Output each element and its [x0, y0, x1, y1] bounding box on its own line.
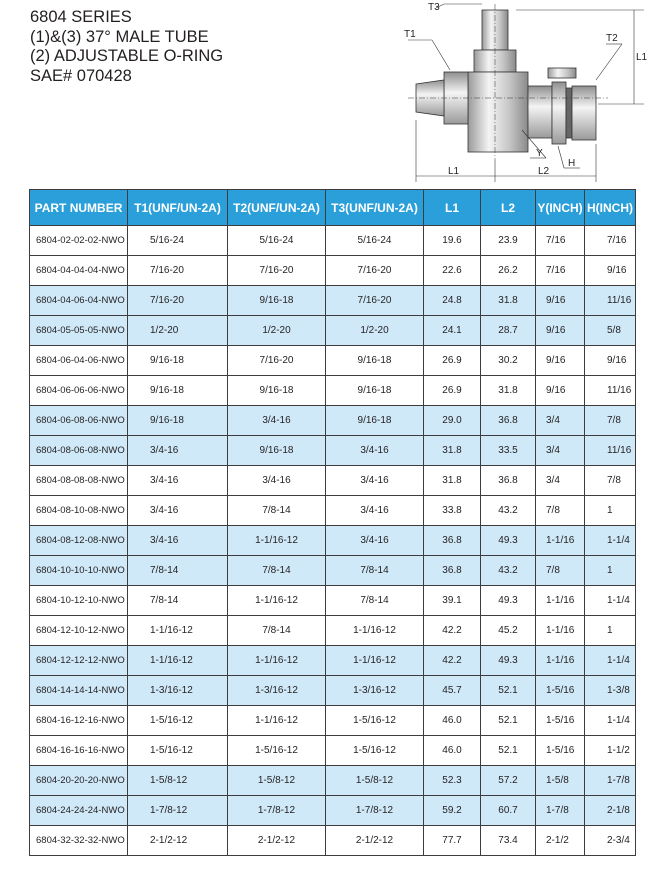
table-cell: 1 — [585, 496, 636, 526]
table-cell: 1-5/8-12 — [128, 766, 228, 796]
column-header: T3(UNF/UN-2A) — [326, 190, 424, 226]
table-cell: 31.8 — [424, 466, 481, 496]
table-cell: 3/4-16 — [228, 406, 326, 436]
part-number-cell: 6804-06-08-06-NWO — [30, 406, 128, 436]
table-cell: 1-7/8-12 — [326, 796, 424, 826]
table-row — [30, 826, 636, 856]
part-number-cell: 6804-12-10-12-NWO — [30, 616, 128, 646]
table-cell: 1 — [585, 616, 636, 646]
part-number-cell: 6804-05-05-05-NWO — [30, 316, 128, 346]
table-body — [30, 226, 636, 856]
table-cell: 45.7 — [424, 676, 481, 706]
table-cell: 42.2 — [424, 646, 481, 676]
table-cell: 1/2-20 — [326, 316, 424, 346]
column-header: PART NUMBER — [30, 190, 128, 226]
t3-label: T3 — [428, 2, 440, 13]
table-cell: 7/8 — [585, 466, 636, 496]
table-cell: 36.8 — [481, 466, 536, 496]
table-cell: 45.2 — [481, 616, 536, 646]
part-number-cell: 6804-06-04-06-NWO — [30, 346, 128, 376]
table-cell: 1-3/8 — [585, 676, 636, 706]
table-cell: 1-1/16 — [536, 646, 585, 676]
column-header: Y(INCH) — [536, 190, 585, 226]
table-row — [30, 706, 636, 736]
table-cell: 1-3/16-12 — [128, 676, 228, 706]
table-cell: 1-1/2 — [585, 736, 636, 766]
sae-number: SAE# 070428 — [30, 66, 132, 85]
table-cell: 1-1/4 — [585, 706, 636, 736]
table-cell: 1-5/8-12 — [326, 766, 424, 796]
l1-horizontal-label: L1 — [448, 166, 460, 177]
table-cell: 7/8-14 — [228, 616, 326, 646]
table-cell: 3/4-16 — [228, 466, 326, 496]
port-2-description: (2) ADJUSTABLE O-RING — [30, 47, 224, 65]
port-1-3-description: (1)&(3) 37° MALE TUBE — [30, 27, 209, 46]
table-row — [30, 316, 636, 346]
l1-vertical-label: L1 — [636, 52, 648, 63]
table-cell: 42.2 — [424, 616, 481, 646]
part-number-cell: 6804-16-12-16-NWO — [30, 706, 128, 736]
table-header-row — [30, 190, 636, 226]
table-cell: 9/16-18 — [326, 346, 424, 376]
l2-label: L2 — [538, 166, 550, 177]
table-cell: 1-3/16-12 — [326, 676, 424, 706]
table-cell: 7/16 — [585, 226, 636, 256]
table-cell: 1-1/16-12 — [128, 646, 228, 676]
table-cell: 7/16 — [536, 256, 585, 286]
table-cell: 73.4 — [481, 826, 536, 856]
table-cell: 1-5/8-12 — [228, 766, 326, 796]
column-header: L1 — [424, 190, 481, 226]
table-cell: 3/4-16 — [128, 526, 228, 556]
table-cell: 43.2 — [481, 556, 536, 586]
table-cell: 7/16-20 — [128, 256, 228, 286]
table-cell: 3/4-16 — [326, 466, 424, 496]
part-number-cell: 6804-24-24-24-NWO — [30, 796, 128, 826]
table-cell: 9/16-18 — [128, 346, 228, 376]
table-cell: 2-1/2-12 — [228, 826, 326, 856]
part-number-cell: 6804-06-06-06-NWO — [30, 376, 128, 406]
table-cell: 1-1/16-12 — [326, 616, 424, 646]
table-row — [30, 256, 636, 286]
table-cell: 1-1/16-12 — [228, 706, 326, 736]
t2-oring-groove — [566, 88, 572, 138]
table-cell: 3/4-16 — [326, 436, 424, 466]
table-cell: 36.8 — [424, 556, 481, 586]
table-cell: 1-5/16-12 — [326, 706, 424, 736]
t2-label: T2 — [606, 33, 618, 44]
table-cell: 28.7 — [481, 316, 536, 346]
part-number-cell: 6804-08-06-08-NWO — [30, 436, 128, 466]
table-row — [30, 496, 636, 526]
table-cell: 1/2-20 — [128, 316, 228, 346]
table-cell: 9/16-18 — [326, 376, 424, 406]
table-cell: 1-7/8 — [536, 796, 585, 826]
table-cell: 29.0 — [424, 406, 481, 436]
table-cell: 1-5/16-12 — [326, 736, 424, 766]
table-cell: 57.2 — [481, 766, 536, 796]
table-cell: 7/8 — [536, 556, 585, 586]
table-cell: 30.2 — [481, 346, 536, 376]
t2-washer — [548, 68, 576, 78]
table-cell: 49.3 — [481, 526, 536, 556]
table-cell: 33.8 — [424, 496, 481, 526]
table-cell: 3/4 — [536, 406, 585, 436]
table-row — [30, 436, 636, 466]
part-number-cell: 6804-08-12-08-NWO — [30, 526, 128, 556]
table-cell: 7/16-20 — [326, 256, 424, 286]
table-cell: 5/8 — [585, 316, 636, 346]
table-cell: 49.3 — [481, 586, 536, 616]
table-cell: 7/8-14 — [228, 556, 326, 586]
table-cell: 77.7 — [424, 826, 481, 856]
table-cell: 1-1/16 — [536, 526, 585, 556]
part-number-cell: 6804-04-04-04-NWO — [30, 256, 128, 286]
table-cell: 24.8 — [424, 286, 481, 316]
part-number-cell: 6804-10-12-10-NWO — [30, 586, 128, 616]
table-row — [30, 346, 636, 376]
part-number-cell: 6804-14-14-14-NWO — [30, 676, 128, 706]
table-cell: 2-1/2-12 — [326, 826, 424, 856]
table-cell: 1/2-20 — [228, 316, 326, 346]
table-row — [30, 226, 636, 256]
table-cell: 7/16-20 — [128, 286, 228, 316]
part-number-cell: 6804-12-12-12-NWO — [30, 646, 128, 676]
table-cell: 7/16-20 — [326, 286, 424, 316]
t1-label: T1 — [404, 29, 416, 40]
table-cell: 9/16 — [536, 376, 585, 406]
table-row — [30, 796, 636, 826]
table-cell: 43.2 — [481, 496, 536, 526]
table-cell: 9/16-18 — [228, 436, 326, 466]
table-cell: 52.1 — [481, 706, 536, 736]
table-cell: 19.6 — [424, 226, 481, 256]
table-cell: 1-3/16-12 — [228, 676, 326, 706]
part-number-cell: 6804-08-10-08-NWO — [30, 496, 128, 526]
table-cell: 1-5/16-12 — [128, 706, 228, 736]
table-cell: 31.8 — [481, 376, 536, 406]
table-cell: 11/16 — [585, 376, 636, 406]
part-number-cell: 6804-16-16-16-NWO — [30, 736, 128, 766]
table-cell: 52.3 — [424, 766, 481, 796]
table-cell: 9/16-18 — [128, 406, 228, 436]
part-number-cell: 6804-02-02-02-NWO — [30, 226, 128, 256]
table-cell: 7/16-20 — [228, 346, 326, 376]
table-cell: 1-1/16-12 — [228, 646, 326, 676]
table-row — [30, 616, 636, 646]
column-header: H(INCH) — [585, 190, 636, 226]
table-row — [30, 406, 636, 436]
table-cell: 9/16 — [536, 286, 585, 316]
table-cell: 1-1/16 — [536, 616, 585, 646]
table-cell: 26.9 — [424, 376, 481, 406]
series-name: 6804 SERIES — [30, 8, 132, 26]
table-cell: 7/8 — [536, 496, 585, 526]
table-cell: 9/16 — [585, 346, 636, 376]
table-cell: 46.0 — [424, 706, 481, 736]
table-cell: 52.1 — [481, 676, 536, 706]
table-cell: 1-5/16 — [536, 676, 585, 706]
table-cell: 3/4 — [536, 436, 585, 466]
table-cell: 9/16-18 — [228, 376, 326, 406]
table-cell: 7/8 — [585, 406, 636, 436]
table-cell: 52.1 — [481, 736, 536, 766]
table-cell: 1-1/16 — [536, 586, 585, 616]
table-cell: 60.7 — [481, 796, 536, 826]
table-cell: 1-1/16-12 — [128, 616, 228, 646]
series-title-block — [30, 8, 223, 86]
table-cell: 7/8-14 — [326, 586, 424, 616]
table-row — [30, 736, 636, 766]
table-cell: 2-1/8 — [585, 796, 636, 826]
column-header: L2 — [481, 190, 536, 226]
table-row — [30, 556, 636, 586]
table-row — [30, 466, 636, 496]
table-cell: 1-7/8-12 — [128, 796, 228, 826]
table-row — [30, 586, 636, 616]
table-cell: 36.8 — [481, 406, 536, 436]
h-label: H — [568, 158, 576, 169]
table-cell: 3/4-16 — [128, 496, 228, 526]
table-cell: 11/16 — [585, 286, 636, 316]
table-cell: 5/16-24 — [326, 226, 424, 256]
table-cell: 9/16-18 — [228, 286, 326, 316]
table-cell: 36.8 — [424, 526, 481, 556]
t2-body — [528, 86, 552, 138]
t2-thread — [572, 86, 596, 140]
table-cell: 1-1/16-12 — [228, 526, 326, 556]
table-cell: 49.3 — [481, 646, 536, 676]
table-cell: 7/16 — [536, 226, 585, 256]
column-header: T2(UNF/UN-2A) — [228, 190, 326, 226]
table-cell: 5/16-24 — [228, 226, 326, 256]
table-cell: 26.2 — [481, 256, 536, 286]
table-cell: 7/16-20 — [228, 256, 326, 286]
table-cell: 2-1/2 — [536, 826, 585, 856]
table-row — [30, 646, 636, 676]
column-header: T1(UNF/UN-2A) — [128, 190, 228, 226]
table-cell: 2-1/2-12 — [128, 826, 228, 856]
part-number-cell: 6804-32-32-32-NWO — [30, 826, 128, 856]
table-cell: 31.8 — [481, 286, 536, 316]
fitting-drawing — [398, 0, 655, 185]
table-cell: 9/16 — [585, 256, 636, 286]
table-cell: 9/16 — [536, 316, 585, 346]
table-cell: 9/16-18 — [326, 406, 424, 436]
table-cell: 3/4 — [536, 466, 585, 496]
table-cell: 46.0 — [424, 736, 481, 766]
table-cell: 3/4-16 — [128, 466, 228, 496]
table-cell: 7/8-14 — [128, 586, 228, 616]
table-cell: 1-5/16 — [536, 706, 585, 736]
table-cell: 9/16 — [536, 346, 585, 376]
table-cell: 7/8-14 — [128, 556, 228, 586]
table-cell: 3/4-16 — [128, 436, 228, 466]
fitting-body — [468, 72, 528, 152]
table-cell: 3/4-16 — [326, 496, 424, 526]
table-cell: 33.5 — [481, 436, 536, 466]
table-cell: 1-1/4 — [585, 646, 636, 676]
part-number-cell: 6804-20-20-20-NWO — [30, 766, 128, 796]
table-cell: 26.9 — [424, 346, 481, 376]
t2-locknut — [552, 82, 566, 144]
table-cell: 1-1/16-12 — [326, 646, 424, 676]
table-cell: 31.8 — [424, 436, 481, 466]
specification-table — [29, 189, 636, 856]
y-label: Y — [536, 148, 543, 159]
part-number-cell: 6804-08-08-08-NWO — [30, 466, 128, 496]
table-row — [30, 286, 636, 316]
table-cell: 23.9 — [481, 226, 536, 256]
table-cell: 1-5/16-12 — [228, 736, 326, 766]
table-cell: 1-5/16 — [536, 736, 585, 766]
table-cell: 5/16-24 — [128, 226, 228, 256]
part-number-cell: 6804-04-06-04-NWO — [30, 286, 128, 316]
table-cell: 1-1/16-12 — [228, 586, 326, 616]
table-row — [30, 526, 636, 556]
table-cell: 1-7/8 — [585, 766, 636, 796]
table-row — [30, 766, 636, 796]
table-cell: 7/8-14 — [228, 496, 326, 526]
table-row — [30, 376, 636, 406]
table-cell: 24.1 — [424, 316, 481, 346]
table-row — [30, 676, 636, 706]
table-cell: 1-1/4 — [585, 586, 636, 616]
table-cell: 3/4-16 — [326, 526, 424, 556]
table-cell: 39.1 — [424, 586, 481, 616]
table-cell: 9/16-18 — [128, 376, 228, 406]
table-cell: 1-5/8 — [536, 766, 585, 796]
table-cell: 1 — [585, 556, 636, 586]
table-cell: 1-5/16-12 — [128, 736, 228, 766]
table-cell: 59.2 — [424, 796, 481, 826]
table-cell: 2-3/4 — [585, 826, 636, 856]
table-cell: 7/8-14 — [326, 556, 424, 586]
table-cell: 1-1/4 — [585, 526, 636, 556]
table-cell: 22.6 — [424, 256, 481, 286]
part-number-cell: 6804-10-10-10-NWO — [30, 556, 128, 586]
table-cell: 1-7/8-12 — [228, 796, 326, 826]
table-cell: 11/16 — [585, 436, 636, 466]
